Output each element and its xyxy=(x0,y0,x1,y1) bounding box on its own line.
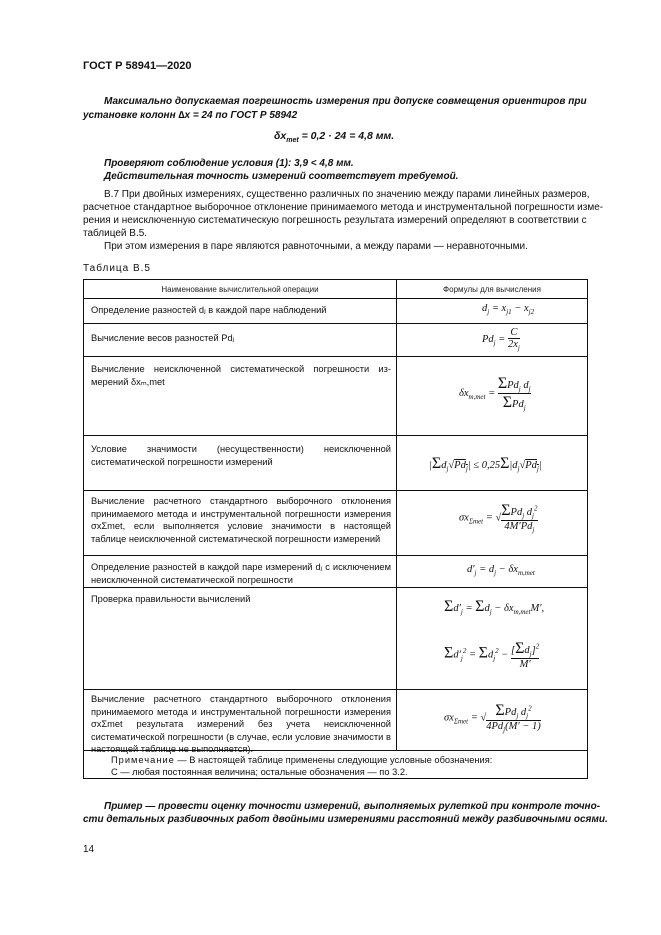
b7-line-5: При этом измерения в паре являются равноточными, а между парами — неравноточными. xyxy=(104,241,528,252)
b7-line-1: В.7 При двойных измерениях, существенно различных по значению между парами линейных размеров, xyxy=(104,189,590,200)
page-number: 14 xyxy=(83,844,95,855)
table-caption: Таблица В.5 xyxy=(83,263,151,274)
formula-sigma-2: $\sigma x_{\Sigma met}$ = √ $\frac{\Sigma Pd_j d_j^2}{4Pd_j(M' - 1)}$ xyxy=(444,702,541,735)
col1-header: Наименование вычислительной операции xyxy=(161,285,319,294)
example-line-2: сти детальных разбивочных работ двойными измерениями расстояний между разбивочными осями. xyxy=(83,814,608,825)
row-op: Условие значимости (несущественности) неисключенной систематической погрешности измерений xyxy=(91,444,391,467)
table-note-2: C — любая постоянная величина; остальные обозначения — по 3.2. xyxy=(111,767,408,777)
row-op: Вычисление расчетного стандартного выборочного отклонения принимаемого метода и инструментальной погрешности измерения σxΣmet, если выполняется условие значимости в настоящей таблице неисключенной систематической погрешности измерений xyxy=(91,496,391,544)
formula-systematic: $\delta x_{m,met}$ = $\frac{\Sigma Pd_j d_j}{\Sigma Pd_j}$ xyxy=(459,375,531,413)
row-op: Определение разностей в каждой паре измерений dⱼ с исключением неисключенной систематической погрешности xyxy=(91,562,391,585)
row-op: Определение разностей dⱼ в каждой паре наблюдений xyxy=(91,305,327,315)
check-result: Действительная точность измерений соответствует требуемой. xyxy=(104,171,459,182)
intro-line-2: установке колонн ∆x = 24 по ГОСТ Р 58942 xyxy=(83,110,298,121)
formula-check-2: $\Sigma d'_j^2 = \Sigma d_j^2$ − $\frac{[\Sigma d_j]^2}{M'}$ xyxy=(444,640,540,671)
formula-check-1: $\Sigma d'_j = \Sigma d_j - \delta x_{m,met}M'$, xyxy=(444,598,545,617)
row-op: Вычисление весов разностей Pdⱼ xyxy=(91,333,235,343)
table-b5 xyxy=(83,279,588,779)
row-op: Вычисление неисключенной систематической погрешности из-мерений δxₘ,met xyxy=(91,364,391,387)
intro-line-1: Максимально допускаемая погрешность измерения при допуске совмещения ориентиров при xyxy=(104,96,587,107)
table-note: Примечание — В настоящей таблице применены следующие условные обозначения: xyxy=(111,755,493,765)
formula-pdj: $Pd_j$ = $\frac{C}{2x_j}$ xyxy=(482,327,520,353)
example-line-1: Пример — провести оценку точности измерений, выполняемых рулеткой при контроле точно- xyxy=(104,801,601,812)
b7-line-2: расчетное стандартное выборочное отклонение принимаемого метода и инструментальной погрешности изме- xyxy=(83,202,604,213)
formula-dj: $d_j = x_{j1} - x_{j2}$ xyxy=(482,303,535,317)
check-condition: Проверяют соблюдение условия (1): 3,9 < 4,8 мм. xyxy=(104,158,354,169)
intro-formula: $\delta x_{met} = 0,2 \cdot 24 = 4,8$ мм. xyxy=(274,130,395,145)
formula-significance: $|\Sigma d_j√Pd_j| \le 0,25\Sigma|d_j√Pd_j|$ xyxy=(429,455,542,474)
b7-line-3: рения и неисключенную систематическую погрешность результата измерений определяют в соответствии с xyxy=(83,215,587,226)
row-op: Вычисление расчетного стандартного выборочного отклонения принимаемого метода и инструментальной погрешности измерения σxΣmet результата измерений без учета неисключенной систематической погрешности (в случае, если условие значимости в настоящей таблице не выполняется). xyxy=(91,694,391,754)
formula-sigma: $\sigma x_{\Sigma met}$ = √ $\frac{\Sigma Pd_j d_j^2}{4M'Pd_j}$ xyxy=(459,502,538,535)
formula-dj-prime: $d'_j = d_j - \delta x_{m,met}$ xyxy=(467,564,535,578)
row-op: Проверка правильности вычислений xyxy=(91,594,251,604)
standard-header: ГОСТ Р 58941—2020 xyxy=(83,60,192,72)
col2-header: Формулы для вычисления xyxy=(443,285,541,294)
b7-line-4: таблицей В.5. xyxy=(83,228,148,239)
